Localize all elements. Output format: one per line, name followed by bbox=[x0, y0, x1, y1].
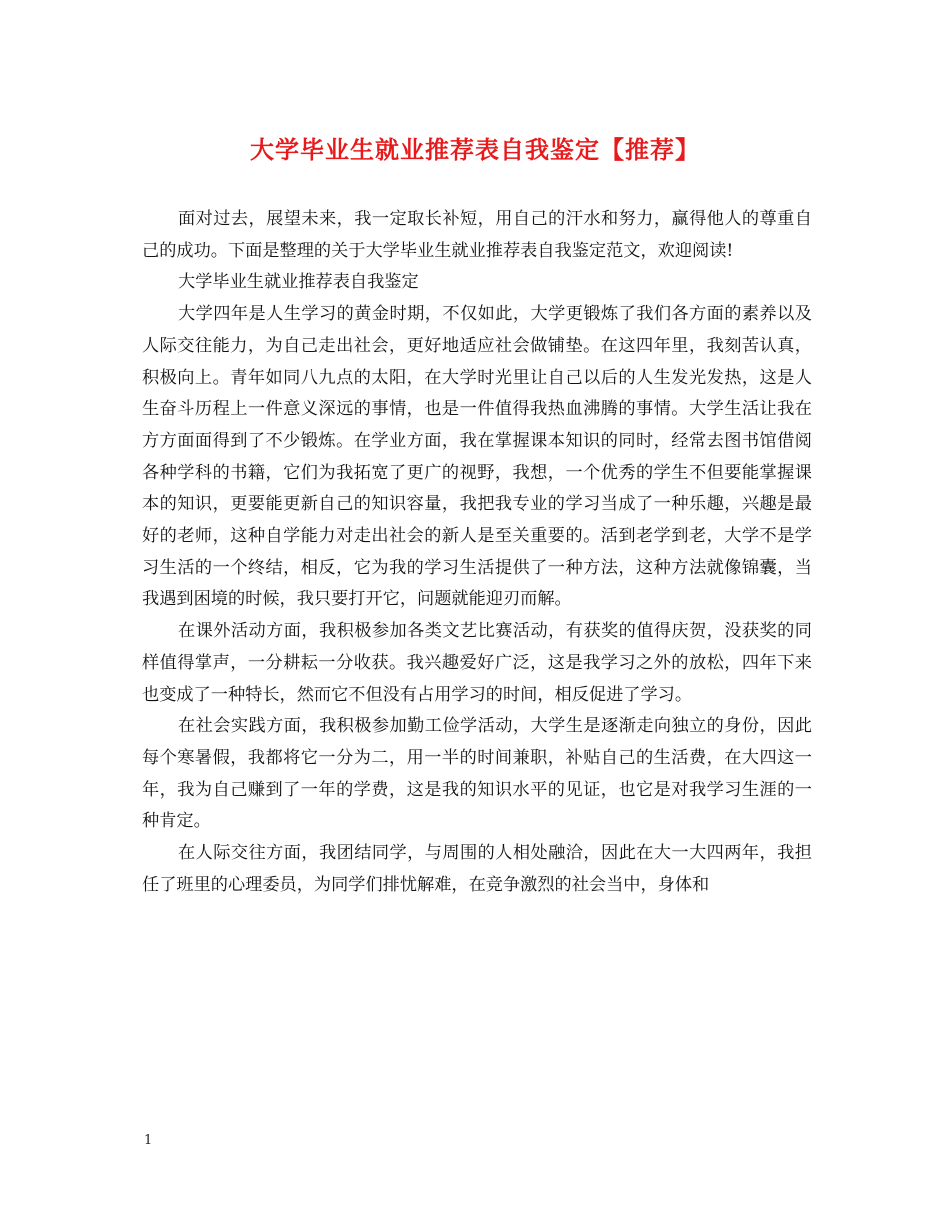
body-paragraph-practice: 在社会实践方面，我积极参加勤工俭学活动，大学生是逐渐走向独立的身份，因此每个寒暑假，我都将它一分为二，用一半的时间兼职，补贴自己的生活费，在大四这一年，我为自己赚到了一年的学费，这是我的知识水平的见证，也它是对我学习生涯的一种肯定。 bbox=[142, 716, 812, 832]
body-paragraph-activities: 在课外活动方面，我积极参加各类文艺比赛活动，有获奖的值得庆贺，没获奖的同样值得掌声，一分耕耘一分收获。我兴趣爱好广泛，这是我学习之外的放松，四年下来也变成了一种特长，然而它不但没有占用学习的时间，相反促进了学习。 bbox=[142, 621, 812, 705]
body-paragraph-study: 大学四年是人生学习的黄金时期，不仅如此，大学更锻炼了我们各方面的素养以及人际交往能力，为自己走出社会，更好地适应社会做铺垫。在这四年里，我刻苦认真，积极向上。青年如同八九点的太阳，在大学时光里让自己以后的人生发光发热，这是人生奋斗历程上一件意义深远的事情，也是一件值得我热血沸腾的事情。大学生活让我在方方面面得到了不少锻炼。在学业方面，我在掌握课本知识的同时，经常去图书馆借阅各种学科的书籍，它们为我拓宽了更广的视野，我想，一个优秀的学生不但要能掌握课本的知识，更要能更新自己的知识容量，我把我专业的学习当成了一种乐趣，兴趣是最好的老师，这种自学能力对走出社会的新人是至关重要的。活到老学到老，大学不是学习生活的一个终结，相反，它为我的学习生活提供了一种方法，这种方法就像锦囊，当我遇到困境的时候，我只要打开它，问题就能迎刃而解。 bbox=[142, 304, 812, 610]
body-paragraph-social: 在人际交往方面，我团结同学，与周围的人相处融洽，因此在大一大四两年，我担任了班里的心理委员，为同学们排忧解难，在竞争激烈的社会当中，身体和 bbox=[142, 843, 812, 895]
section-heading: 大学毕业生就业推荐表自我鉴定 bbox=[178, 272, 419, 293]
page-number: 1 bbox=[144, 1133, 153, 1148]
intro-paragraph: 面对过去，展望未来，我一定取长补短，用自己的汗水和努力，赢得他人的尊重自己的成功。下面是整理的关于大学毕业生就业推荐表自我鉴定范文，欢迎阅读! bbox=[142, 209, 812, 261]
document-title: 大学毕业生就业推荐表自我鉴定【推荐】 bbox=[250, 135, 700, 164]
document-body bbox=[142, 204, 812, 901]
